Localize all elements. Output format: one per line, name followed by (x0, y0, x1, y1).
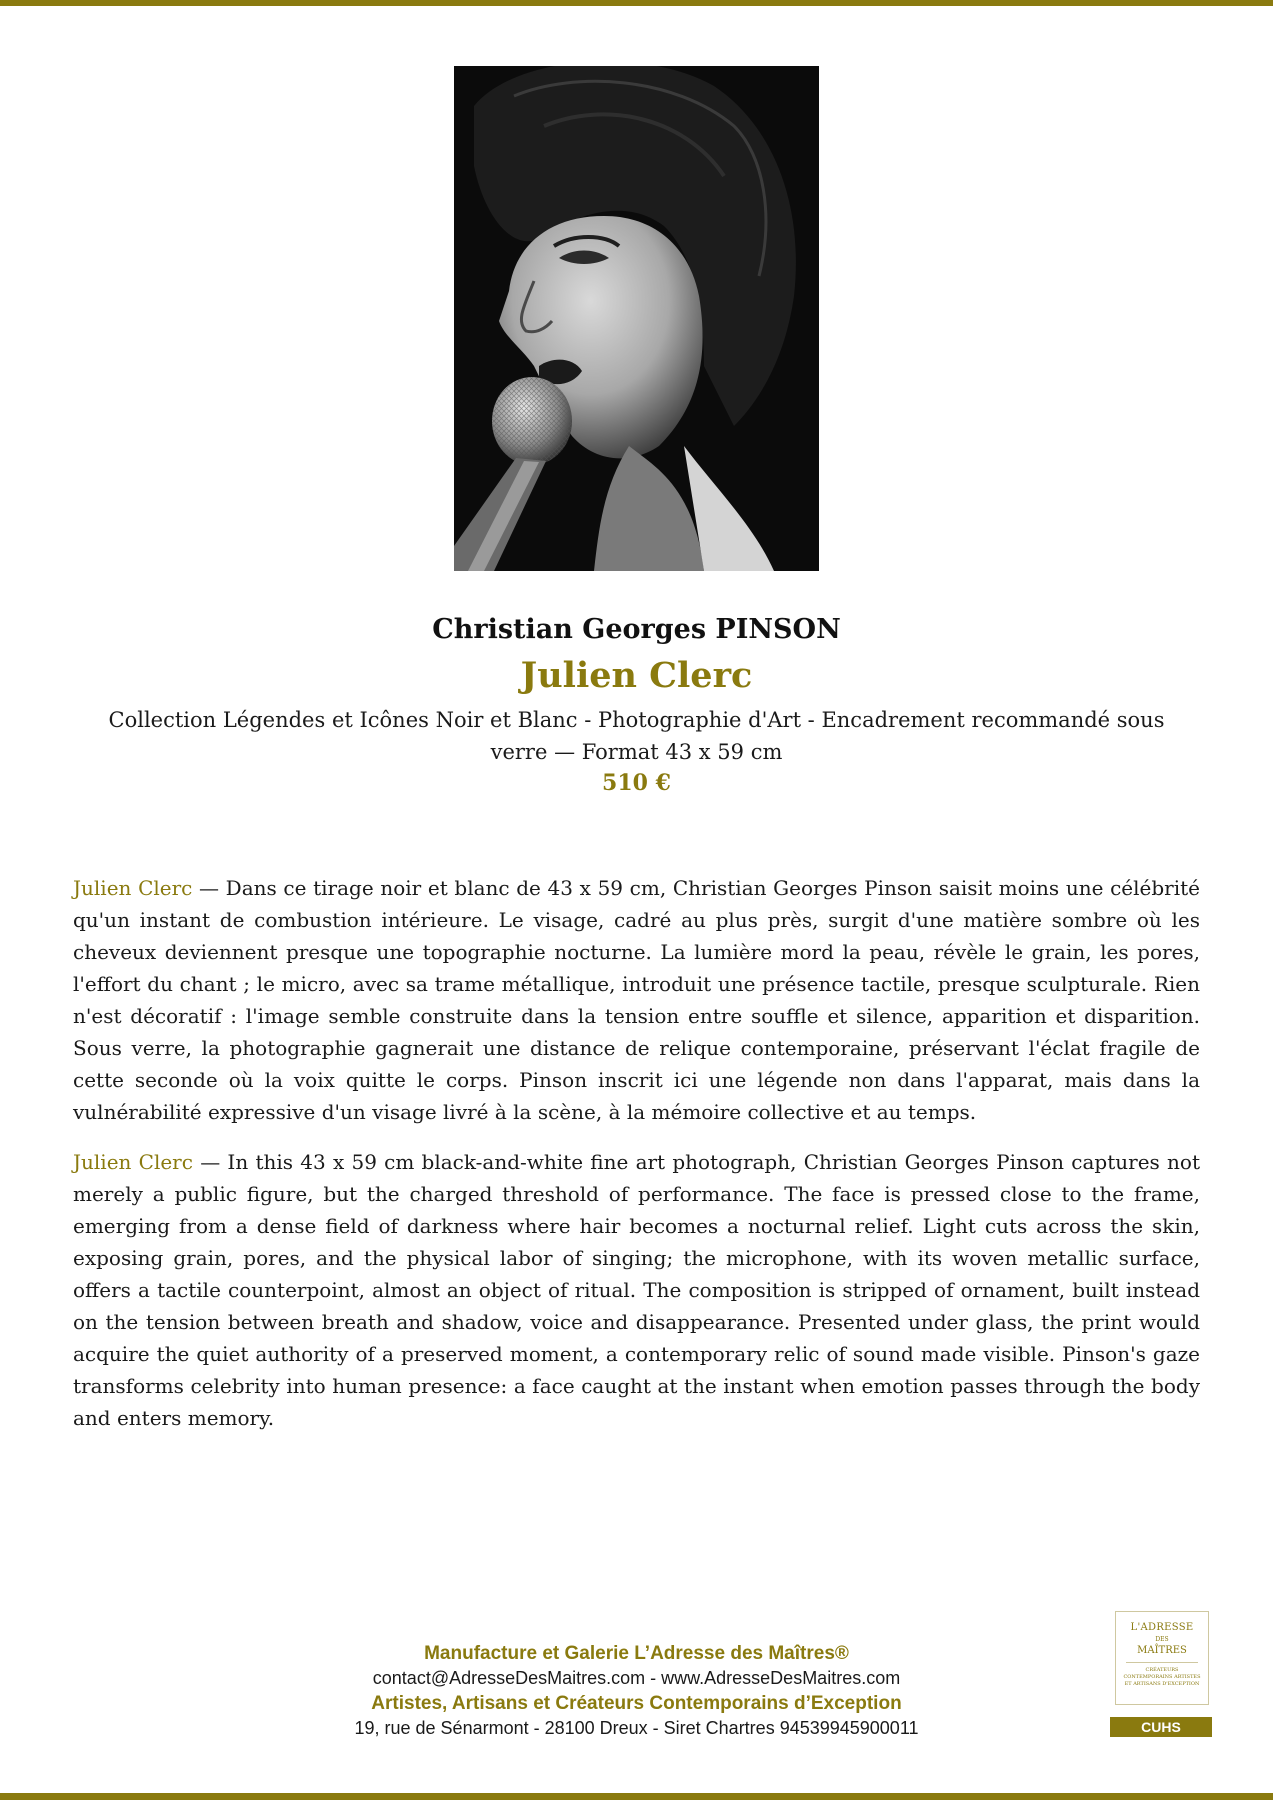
artwork-title: Julien Clerc (520, 655, 753, 696)
description-french-lead: Julien Clerc (73, 876, 193, 900)
footer-tagline: Artistes, Artisans et Créateurs Contemporains d’Exception (371, 1693, 902, 1714)
description-english-lead: Julien Clerc (73, 1150, 193, 1174)
description-english (73, 1146, 1200, 1434)
artwork-photo (454, 66, 819, 571)
description-english-body: — In this 43 x 59 cm black-and-white fine art photograph, Christian Georges Pinson captures not merely a public figure, but the charged threshold of performance. The face is pressed close to the frame, emerging from a dense field of darkness where hair becomes a nocturnal relief. Light cuts across the skin, exposing grain, pores, and the physical labor of singing; the microphone, with its woven metallic surface, offers a tactile counterpoint, almost an object of ritual. The composition is stripped of ornament, built instead on the tension between breath and shadow, voice and disappearance. Presented under glass, the print would acquire the quiet authority of a preserved moment, a contemporary relic of sound made visible. Pinson's gaze transforms celebrity into human presence: a face caught at the instant when emotion passes through the body and enters memory. (73, 1150, 1201, 1430)
bottom-accent-bar (0, 1793, 1273, 1800)
description-french (73, 872, 1200, 1128)
top-accent-bar (0, 0, 1273, 6)
footer-contact: contact@AdresseDesMaitres.com - www.AdresseDesMaitres.com (372, 1668, 901, 1688)
artwork-price: 510 € (602, 770, 671, 796)
artwork-subtitle: Collection Légendes et Icônes Noir et Blanc - Photographie d'Art - Encadrement recommandé sous verre — Format 43 x 59 cm (108, 708, 1165, 764)
logo-line1: L'ADRESSE (1130, 1622, 1194, 1633)
artist-name: Christian Georges PINSON (432, 614, 841, 645)
footer-address: 19, rue de Sénarmont - 28100 Dreux - Siret Chartres 94539945900011 (354, 1718, 919, 1738)
description-french-body: — Dans ce tirage noir et blanc de 43 x 59 cm, Christian Georges Pinson saisit moins une célébrité qu'un instant de combustion intérieure. Le visage, cadré au plus près, surgit d'une matière sombre où les cheveux deviennent presque une topographie nocturne. La lumière mord la peau, révèle le grain, les pores, l'effort du chant ; le micro, avec sa trame métallique, introduit une présence tactile, presque sculpturale. Rien n'est décoratif : l'image semble construite dans la tension entre souffle et silence, apparition et disparition. Sous verre, la photographie gagnerait une distance de relique contemporaine, préservant l'éclat fragile de cette seconde où la voix quitte le corps. Pinson inscrit ici une légende non dans l'apparat, mais dans la vulnérabilité expressive d'un visage livré à la scène, à la mémoire collective et au temps. (73, 876, 1200, 1124)
logo-divider (1126, 1662, 1198, 1663)
singer-portrait-image (454, 66, 819, 571)
logo-line2: DES (1155, 1636, 1169, 1643)
logo-line4: CRÉATEURS CONTEMPORAINS ARTISTES ET ARTISANS D'EXCEPTION (1123, 1667, 1201, 1687)
logo-badge: CUHS (1110, 1717, 1212, 1737)
footer-company: Manufacture et Galerie L’Adresse des Maîtres® (424, 1643, 849, 1664)
footer (260, 1641, 1013, 1741)
logo-line3: MAÎTRES (1137, 1645, 1187, 1656)
gallery-logo (1115, 1611, 1209, 1705)
